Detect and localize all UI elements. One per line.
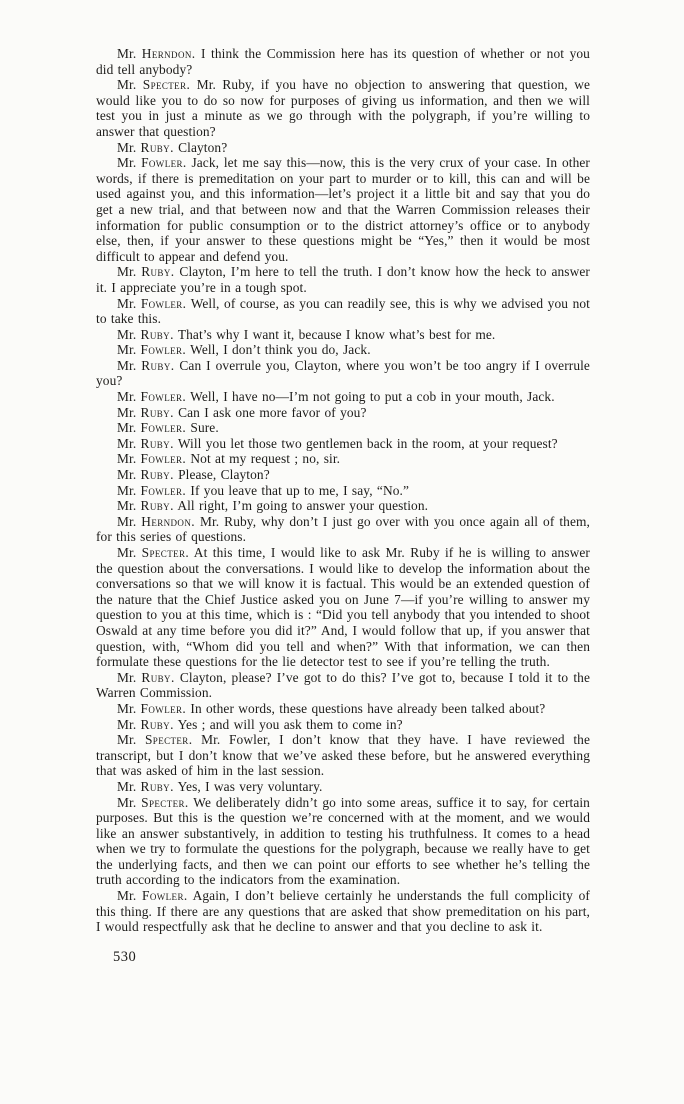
speech-text: Can I overrule you, Clayton, where you won’t be too angry if I overrule you? [96, 357, 590, 389]
transcript-paragraph [96, 717, 590, 733]
speaker-label [117, 46, 196, 61]
speaker-name: Specter. [144, 732, 193, 748]
speech-text: We deliberately didn’t go into some areas, suffice it to say, for certain purposes. But this is the question we’re concerned with at the moment, and we would like an answer substantively, in addition to testing his truthfulness. It comes to a head when we try to formulate the questions for the polygraph, because we really have to get the underlying facts, and then we can point our efforts to see whether he’s telling the truth according to the indicators from the examination. [96, 794, 590, 888]
transcript [96, 46, 590, 935]
speaker-name: Ruby. [140, 467, 174, 483]
speaker-name: Fowler. [140, 420, 187, 436]
speech-text: Not at my request ; no, sir. [190, 451, 341, 467]
speaker-name: Specter. [142, 77, 191, 93]
speaker-name: Ruby. [141, 357, 175, 373]
speech-text: Yes ; and will you ask them to come in? [177, 716, 403, 732]
speaker-prefix: Mr. [117, 778, 137, 794]
speaker-prefix: Mr. [117, 295, 137, 311]
speaker-label [117, 327, 174, 342]
speaker-prefix: Mr. [117, 467, 137, 483]
transcript-paragraph [96, 420, 590, 436]
speaker-label [117, 701, 186, 716]
speaker-name: Fowler. [141, 155, 187, 171]
transcript-paragraph [96, 140, 590, 156]
speaker-label [117, 498, 174, 513]
speaker-prefix: Mr. [117, 139, 137, 155]
speaker-prefix: Mr. [117, 342, 137, 358]
speaker-prefix: Mr. [117, 404, 137, 420]
transcript-paragraph [96, 436, 590, 452]
speaker-label [117, 264, 174, 279]
speaker-label [117, 451, 186, 466]
speaker-label [117, 545, 189, 560]
speaker-name: Fowler. [140, 295, 187, 311]
speaker-prefix: Mr. [117, 77, 137, 93]
speaker-prefix: Mr. [117, 700, 137, 716]
speaker-prefix: Mr. [117, 888, 137, 904]
speech-text: Clayton? [178, 139, 228, 155]
speaker-prefix: Mr. [117, 482, 137, 498]
speaker-label [117, 358, 174, 373]
speaker-label [117, 467, 174, 482]
speech-text: Will you let those two gentlemen back in the room, at your request? [177, 435, 558, 451]
speaker-name: Fowler. [140, 342, 187, 358]
speaker-label [117, 389, 186, 404]
transcript-paragraph [96, 498, 590, 514]
transcript-paragraph [96, 701, 590, 717]
speaker-label [117, 140, 174, 155]
speaker-label [117, 514, 195, 529]
speaker-prefix: Mr. [117, 155, 137, 171]
speaker-name: Ruby. [140, 435, 174, 451]
speech-text: Yes, I was very voluntary. [177, 778, 323, 794]
transcript-paragraph [96, 264, 590, 295]
speaker-prefix: Mr. [117, 669, 137, 685]
speech-text: Can I ask one more favor of you? [178, 404, 367, 420]
transcript-paragraph [96, 483, 590, 499]
speech-text: If you leave that up to me, I say, “No.” [190, 482, 409, 498]
transcript-paragraph [96, 77, 590, 139]
speaker-prefix: Mr. [117, 46, 137, 61]
speaker-name: Ruby. [140, 716, 174, 732]
speaker-label [117, 779, 174, 794]
speech-text: In other words, these questions have already been talked about? [190, 700, 546, 716]
speech-text: Please, Clayton? [178, 467, 270, 483]
speaker-name: Specter. [141, 545, 190, 560]
speaker-name: Ruby. [140, 326, 174, 342]
transcript-paragraph [96, 46, 590, 77]
transcript-paragraph [96, 779, 590, 795]
speaker-prefix: Mr. [117, 357, 137, 373]
speech-text: Mr. Ruby, if you have no objection to answering that question, we would like you to do so now for purposes of giving us information, and then we will test you in just a minute as we go through with the polygraph, if you’re willing to answer that question? [96, 77, 591, 139]
transcript-paragraph [96, 155, 590, 264]
transcript-paragraph [96, 342, 590, 358]
transcript-paragraph [96, 795, 590, 889]
speaker-label [117, 296, 186, 311]
transcript-paragraph [96, 888, 590, 935]
speaker-name: Ruby. [141, 669, 175, 685]
speaker-prefix: Mr. [117, 389, 137, 405]
speaker-prefix: Mr. [117, 732, 137, 748]
speaker-prefix: Mr. [117, 513, 137, 529]
transcript-paragraph [96, 296, 590, 327]
speaker-name: Fowler. [140, 389, 187, 405]
speaker-name: Fowler. [140, 451, 187, 467]
speech-text: Well, I don’t think you do, Jack. [190, 342, 371, 358]
speaker-label [117, 717, 174, 732]
speech-text: Well, of course, as you can readily see, this is why we advised you not to take this. [96, 295, 590, 327]
speaker-name: Herndon. [141, 46, 196, 61]
speech-text: Clayton, I’m here to tell the truth. I don’t know how the heck to answer it. I appreciate you’re in a tough spot. [96, 264, 590, 295]
speech-text: I think the Commission here has its question of whether or not you did tell anybody? [96, 46, 590, 77]
transcript-paragraph [96, 670, 590, 701]
speaker-name: Fowler. [142, 888, 188, 904]
transcript-paragraph [96, 451, 590, 467]
speaker-prefix: Mr. [117, 716, 137, 732]
speaker-name: Ruby. [140, 404, 174, 420]
speech-text: Clayton, please? I’ve got to do this? I’ve got to, because I told it to the Warren Commission. [96, 669, 590, 701]
speaker-prefix: Mr. [117, 435, 137, 451]
speaker-label [117, 795, 189, 810]
speaker-label [117, 732, 192, 747]
speaker-label [117, 342, 186, 357]
speech-text: Well, I have no—I’m not going to put a cob in your mouth, Jack. [190, 389, 555, 405]
speaker-prefix: Mr. [117, 264, 137, 280]
transcript-paragraph [96, 732, 590, 779]
speaker-name: Ruby. [140, 498, 174, 514]
speaker-prefix: Mr. [117, 498, 137, 514]
speaker-label [117, 77, 190, 92]
speech-text: Mr. Fowler, I don’t know that they have. I have reviewed the transcript, but I don’t know that we’ve asked these before, but he answered everything that was asked of him in the last session. [96, 732, 590, 779]
speaker-prefix: Mr. [117, 420, 137, 436]
transcript-paragraph [96, 514, 590, 545]
transcript-paragraph [96, 389, 590, 405]
page-number: 530 [113, 948, 137, 965]
speaker-prefix: Mr. [117, 326, 137, 342]
speaker-label [117, 670, 175, 685]
speech-text: That’s why I want it, because I know what’s best for me. [177, 326, 496, 342]
speaker-name: Ruby. [140, 778, 174, 794]
speech-text: Sure. [190, 420, 219, 436]
speech-text: All right, I’m going to answer your question. [177, 498, 429, 514]
speech-text: Again, I don’t believe certainly he understands the full complicity of this thing. If there are any questions that are asked that show premeditation on his part, I would respectfully ask that he decline to answer and that you decline to ask it. [96, 888, 590, 935]
transcript-paragraph [96, 405, 590, 421]
speech-text: At this time, I would like to ask Mr. Ruby if he is willing to answer the question about the conversations. I would like to develop the information about the conversations so that we will know it is factual. This would be an extended question of the nature that the Chief Justice asked you on June 7—if you’re willing to answer my question to you at this time, which is : “Did you tell anybody that you intended to shoot Oswald at any time before you did it?” And, I would follow that up, if you answer that question, with, “Whom did you tell and when?” With that information, we can then formulate these questions for the lie detector test to see if you’re telling the truth. [96, 545, 590, 670]
speaker-label [117, 420, 186, 435]
transcript-paragraph [96, 545, 590, 670]
speaker-label [117, 405, 174, 420]
speech-text: Mr. Ruby, why don’t I just go over with you once again all of them, for this series of questions. [96, 513, 590, 545]
speaker-prefix: Mr. [117, 451, 137, 467]
speaker-label [117, 155, 187, 170]
speaker-name: Fowler. [140, 482, 187, 498]
speaker-prefix: Mr. [117, 794, 137, 810]
speaker-label [117, 436, 174, 451]
transcript-paragraph [96, 467, 590, 483]
transcript-paragraph [96, 358, 590, 389]
speaker-name: Specter. [141, 794, 189, 810]
speaker-name: Herndon. [141, 513, 195, 529]
speaker-name: Fowler. [140, 700, 187, 716]
speaker-name: Ruby. [140, 139, 174, 155]
speaker-label [117, 483, 186, 498]
speaker-name: Ruby. [141, 264, 175, 280]
speech-text: Jack, let me say this—now, this is the very crux of your case. In other words, if there is premeditation on your part to murder or to kill, this can and will be used against you, and this information—let’s project it a little bit and say that you do get a new trial, and that between now and that the Warren Commission releases their information for public consumption or to the district attorney’s office or to anybody else, then, if your answer to these questions might be “Yes,” then it would be most difficult to appear and defend you. [96, 155, 590, 264]
transcript-paragraph [96, 327, 590, 343]
speaker-prefix: Mr. [117, 545, 137, 560]
speaker-label [117, 888, 188, 903]
